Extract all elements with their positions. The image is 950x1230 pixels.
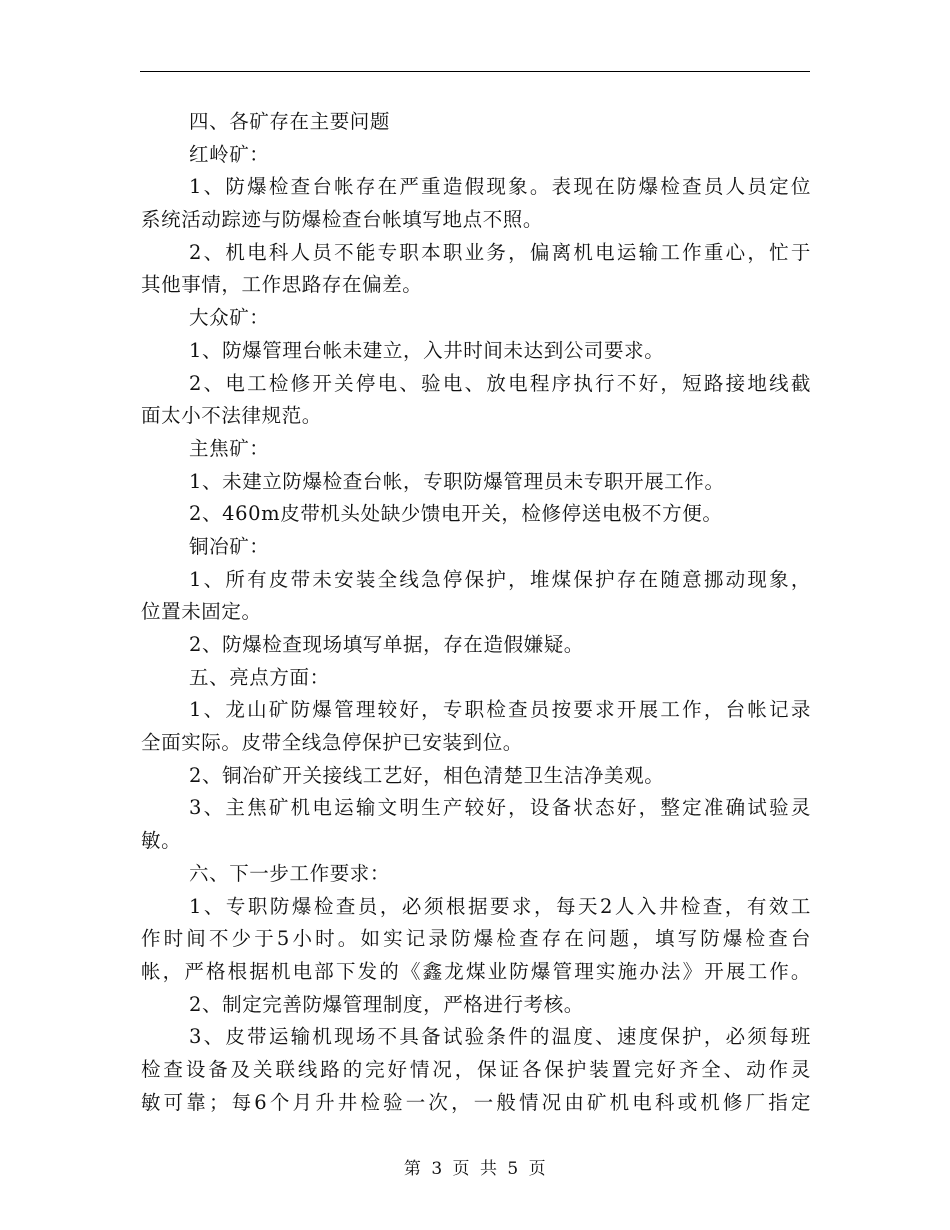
footer-total-word: 页 <box>528 1159 547 1179</box>
mine-heading-tongye: 铜冶矿： <box>189 534 270 558</box>
document-body <box>141 106 811 1119</box>
paragraph-line: 2、制定完善防爆管理制度，严格进行考核。 <box>189 992 584 1016</box>
paragraph-line: 1、专职防爆检查员，必须根据要求，每天2人入井检查，有效工 <box>189 894 811 918</box>
section-heading-highlights: 五、亮点方面： <box>189 665 330 689</box>
paragraph-line: 1、防爆检查台帐存在严重造假现象。表现在防爆检查员人员定位 <box>189 175 811 199</box>
paragraph-line: 2、防爆检查现场填写单据，存在造假嫌疑。 <box>189 633 584 656</box>
mine-heading-hongling: 红岭矿： <box>189 142 270 166</box>
paragraph-line: 1、龙山矿防爆管理较好，专职检查员按要求开展工作，台帐记录 <box>189 698 811 722</box>
paragraph-line: 面太小不法律规范。 <box>141 404 322 428</box>
footer-total-pages: 5 <box>507 1159 519 1179</box>
header-rule <box>140 71 810 72</box>
page-footer <box>0 1154 950 1179</box>
paragraph-line: 2、机电科人员不能专职本职业务，偏离机电运输工作重心，忙于 <box>189 240 811 264</box>
paragraph-line: 检查设备及关联线路的完好情况，保证各保护装置完好齐全、动作灵 <box>141 1057 811 1081</box>
paragraph-line: 其他事情，工作思路存在偏差。 <box>141 273 423 297</box>
section-heading-next-steps: 六、下一步工作要求： <box>189 861 391 885</box>
paragraph-line: 1、未建立防爆检查台帐，专职防爆管理员未专职开展工作。 <box>189 469 725 493</box>
paragraph-line: 1、防爆管理台帐未建立，入井时间未达到公司要求。 <box>189 338 665 362</box>
paragraph-line: 位置未固定。 <box>141 600 262 624</box>
paragraph-line: 敏可靠；每6个月升井检验一次，一般情况由矿机电科或机修厂指定 <box>141 1090 811 1114</box>
mine-heading-dazhong: 大众矿： <box>189 306 270 330</box>
footer-current-page: 3 <box>431 1159 443 1179</box>
section-heading-problems: 四、各矿存在主要问题 <box>189 110 391 133</box>
mine-heading-zhujiao: 主焦矿： <box>189 436 270 460</box>
footer-page-label: 第 <box>403 1159 422 1179</box>
paragraph-line: 2、460m皮带机头处缺少馈电开关，检修停送电极不方便。 <box>189 502 723 526</box>
paragraph-line: 系统活动踪迹与防爆检查台帐填写地点不照。 <box>141 208 544 232</box>
paragraph-line: 3、皮带运输机现场不具备试验条件的温度、速度保护，必须每班 <box>189 1025 811 1049</box>
paragraph-line: 作时间不少于5小时。如实记录防爆检查存在问题，填写防爆检查台 <box>141 927 811 951</box>
paragraph-line: 3、主焦矿机电运输文明生产较好，设备状态好，整定准确试验灵 <box>189 796 811 820</box>
footer-total-label: 共 <box>479 1159 498 1179</box>
paragraph-line: 敏。 <box>141 829 182 853</box>
paragraph-line: 1、所有皮带未安装全线急停保护，堆煤保护存在随意挪动现象， <box>189 567 811 591</box>
paragraph-line: 2、铜冶矿开关接线工艺好，相色清楚卫生洁净美观。 <box>189 763 665 787</box>
footer-page-word: 页 <box>452 1159 471 1179</box>
paragraph-line: 全面实际。皮带全线急停保护已安装到位。 <box>141 731 523 755</box>
paragraph-line: 帐，严格根据机电部下发的《鑫龙煤业防爆管理实施办法》开展工作。 <box>141 959 811 983</box>
paragraph-line: 2、电工检修开关停电、验电、放电程序执行不好，短路接地线截 <box>189 371 811 395</box>
